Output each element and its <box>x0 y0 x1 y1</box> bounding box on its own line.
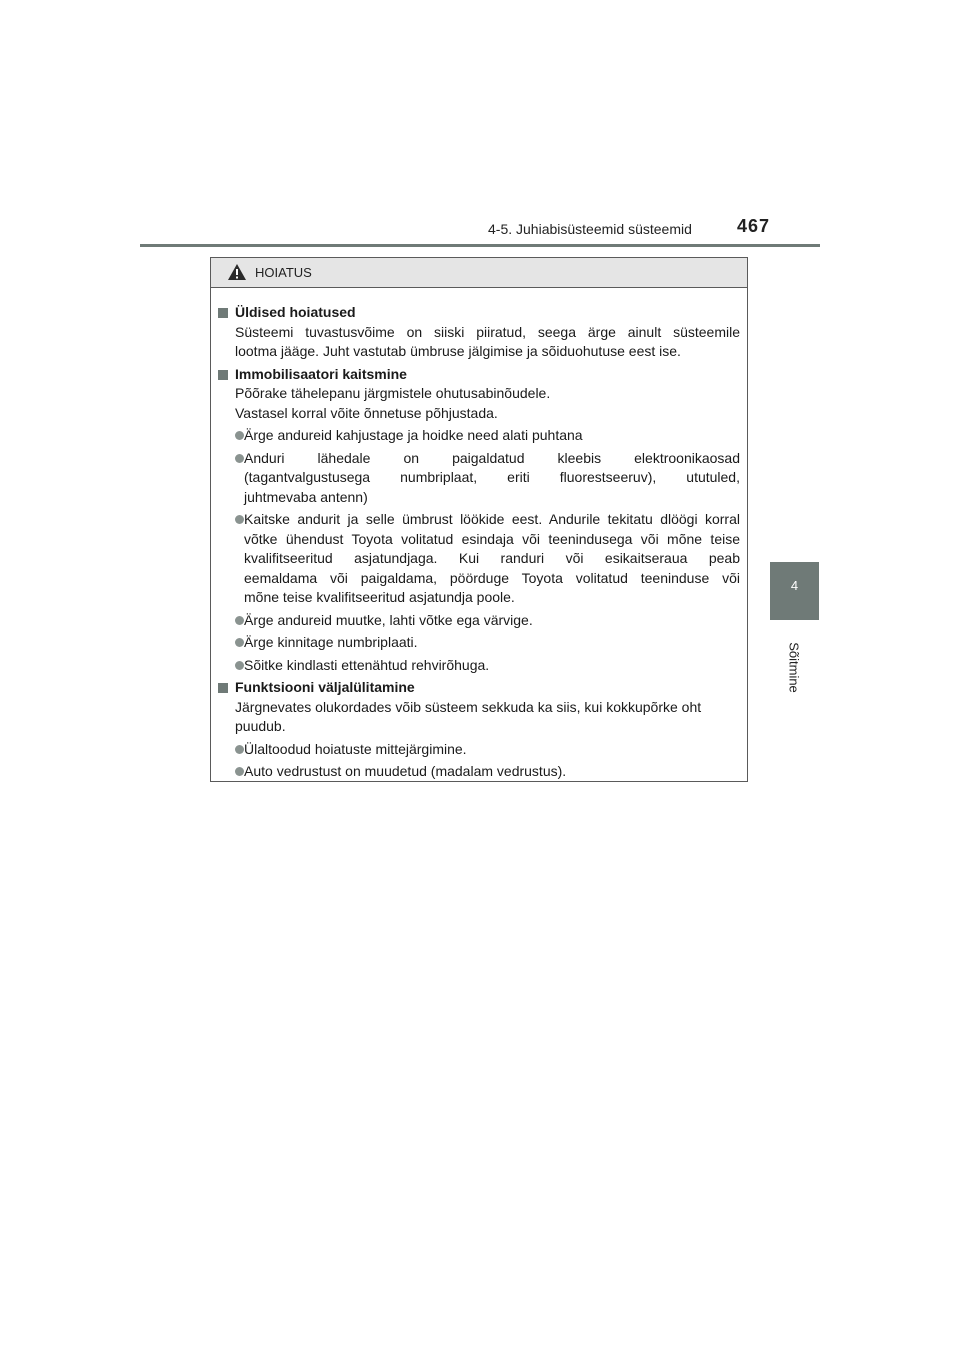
round-bullet-icon <box>235 638 244 647</box>
list-item: Anduri lähedale on paigaldatud kleebis elektroonikaosad (tagantvalgustusega numbriplaat, eriti fluorestseeruv), ututuled, juhtmevaba antenn) <box>218 449 740 508</box>
round-bullet-icon <box>235 616 244 625</box>
running-header-section: 4-5. Juhiabisüsteemid süsteemid <box>488 221 692 237</box>
warning-title: HOIATUS <box>255 265 312 280</box>
list-item: Sõitke kindlasti ettenähtud rehvirõhuga. <box>218 656 740 676</box>
warning-header <box>211 258 747 288</box>
round-bullet-icon <box>235 454 244 463</box>
warning-triangle-icon <box>227 263 247 281</box>
square-bullet-icon <box>218 683 228 693</box>
chapter-tab <box>770 562 819 620</box>
list-item: Ärge andureid muutke, lahti võtke ega värvige. <box>218 611 740 631</box>
round-bullet-icon <box>235 661 244 670</box>
section-title: Üldised hoiatused <box>218 303 740 323</box>
chapter-label: Sõitmine <box>786 642 802 693</box>
round-bullet-icon <box>235 431 244 440</box>
round-bullet-icon <box>235 767 244 776</box>
warning-box <box>210 257 748 782</box>
round-bullet-icon <box>235 745 244 754</box>
list-item: Ärge andureid kahjustage ja hoidke need alati puhtana <box>218 426 740 446</box>
square-bullet-icon <box>218 308 228 318</box>
paragraph: Järgnevates olukordades võib süsteem sekkuda ka siis, kui kokkupõrke oht puudub. <box>235 698 702 734</box>
round-bullet-icon <box>235 515 244 524</box>
list-item: Ärge kinnitage numbriplaati. <box>218 633 740 653</box>
list-item: Ülaltoodud hoiatuste mittejärgimine. <box>218 740 740 760</box>
list-item: Kaitske andurit ja selle ümbrust löökide eest. Andurile tekitatu dlöögi korral võtke ühendust Toyota volitatud esindaja või teenindusega või mõne teise kvalifitseeritud asjatundjaga. Kui randuri või esikaitseraua peab eemaldama või paigaldama, pöörduge Toyota volitatud teeninduse või mõne teise kvalifitseeritud asjatundja poole. <box>218 510 740 608</box>
section-title: Funktsiooni väljalülitamine <box>218 678 740 698</box>
header-divider <box>140 244 820 247</box>
square-bullet-icon <box>218 370 228 380</box>
section-title: Immobilisaatori kaitsmine <box>218 365 740 385</box>
page-number: 467 <box>737 216 771 236</box>
paragraph: Süsteemi tuvastusvõime on siiski piiratud, seega ärge ainult süsteemile lootma jääge. Juht vastutab ümbruse jälgimise ja sõiduohutuse eest ise. <box>235 323 740 359</box>
list-item: Auto vedrustust on muudetud (madalam vedrustus). <box>218 762 740 782</box>
paragraph: Põõrake tähelepanu järgmistele ohutusabinõudele. Vastasel korral võite õnnetuse põhjustada. <box>235 385 551 421</box>
chapter-number: 4 <box>790 578 799 593</box>
warning-body <box>211 288 747 782</box>
